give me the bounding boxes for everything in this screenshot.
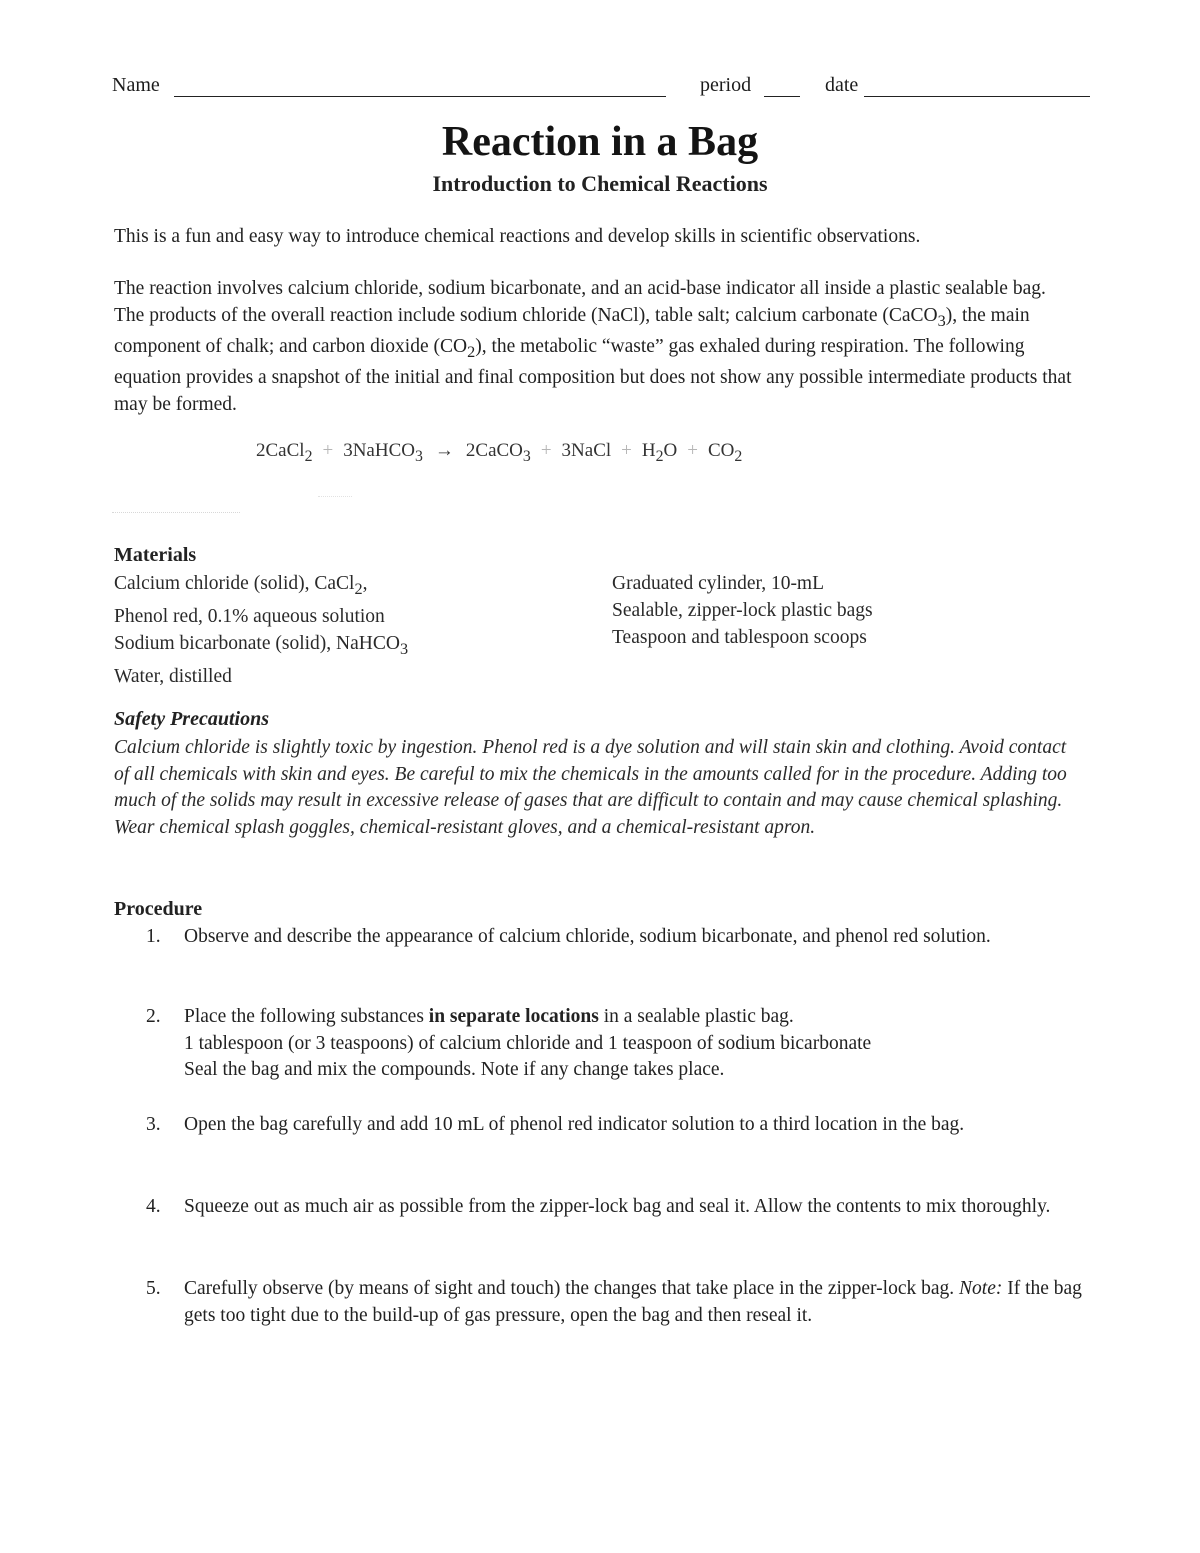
subscript: 2 — [354, 579, 363, 598]
material-text: Sodium bicarbonate (solid), NaHCO — [114, 632, 400, 654]
step-text-part: 1 tablespoon (or 3 teaspoons) of calcium chloride and 1 teaspoon of sodium bicarbonate — [184, 1032, 872, 1054]
step-text-part: If the bag gets too tight due to the build-up of gas pressure, open the bag and then reseal it. — [184, 1278, 1082, 1326]
period-label: period — [700, 74, 752, 96]
material-item: Teaspoon and tablespoon scoops — [612, 627, 867, 648]
step-text-part: Seal the bag and mix the compounds. Note if any change takes place. — [184, 1059, 725, 1080]
equation-term: 3NaCl — [561, 440, 612, 461]
step-text — [184, 1276, 1089, 1329]
subscript: 3 — [399, 639, 409, 658]
step-number: 3. — [146, 1114, 161, 1135]
step-number: 4. — [146, 1196, 161, 1217]
scan-artifact — [318, 496, 352, 497]
chemical-equation — [256, 440, 742, 466]
plus-sign: + — [322, 440, 334, 461]
description-paragraph — [114, 276, 1074, 418]
step-emphasis: in separate locations — [428, 1006, 599, 1027]
date-label: date — [825, 74, 859, 96]
subscript: 2 — [734, 447, 743, 465]
plus-sign: + — [687, 440, 698, 461]
step-text: Open the bag carefully and add 10 mL of phenol red indicator solution to a third location in the bag. — [184, 1114, 965, 1135]
equation-term: H — [641, 440, 656, 461]
material-item — [114, 570, 408, 603]
step-text-part: in a sealable plastic bag. — [598, 1006, 794, 1027]
plus-sign: + — [540, 440, 552, 461]
equation-term: CO — [707, 440, 735, 461]
description-text-1: The reaction involves calcium chloride, sodium bicarbonate, and an acid-base indicator all inside a plastic sealable bag. The products of the overall reaction include sodium chloride (NaCl), table salt; calcium carbonate (CaCO — [114, 278, 1046, 326]
material-item: Phenol red, 0.1% aqueous solution — [114, 605, 385, 627]
equation-term: O — [663, 440, 678, 461]
student-info-header — [112, 74, 1090, 100]
materials-right-list — [612, 570, 873, 651]
safety-heading: Safety Precautions — [114, 708, 269, 730]
note-label: Note: — [959, 1278, 1003, 1299]
name-label: Name — [112, 74, 160, 96]
description-text-2: ), the main component of chalk; and carbon dioxide (CO — [114, 304, 1030, 357]
step-text — [184, 1004, 1089, 1084]
equation-term: 2CaCl — [256, 440, 305, 461]
material-item: Water, distilled — [114, 665, 232, 687]
subscript: 2 — [304, 447, 313, 465]
material-text: Calcium chloride (solid), CaCl — [114, 573, 355, 594]
page-subtitle: Introduction to Chemical Reactions — [432, 171, 768, 196]
safety-text: Calcium chloride is slightly toxic by ingestion. Phenol red is a dye solution and will stain skin and clothing. Avoid contact of all chemicals with skin and eyes. Be careful to mix the chemicals in the amounts called for in the procedure. Adding too much of the solids may result in excessive release of gases that are difficult to contain and may cause chemical splashing. Wear chemical splash goggles, chemical-resistant gloves, and a chemical-resistant apron. — [114, 737, 1067, 838]
name-blank — [174, 96, 666, 97]
material-item: Sealable, zipper-lock plastic bags — [612, 600, 873, 621]
plus-sign: + — [621, 440, 632, 461]
step-text-part: Place the following substances — [184, 1006, 429, 1027]
material-item — [114, 630, 408, 663]
date-blank — [864, 96, 1090, 97]
subscript: 2 — [467, 342, 476, 361]
description-text-3: ), the metabolic “waste” gas exhaled during respiration. The following equation provides a snapshot of the initial and final composition but does not show any possible intermediate products that may be formed. — [114, 335, 1072, 415]
material-item: Graduated cylinder, 10-mL — [612, 573, 825, 594]
subscript: 3 — [414, 447, 423, 465]
step-number: 5. — [146, 1278, 161, 1299]
period-blank — [764, 96, 800, 97]
scan-artifact — [112, 512, 240, 513]
procedure-heading: Procedure — [114, 898, 203, 920]
step-text: Observe and describe the appearance of calcium chloride, sodium bicarbonate, and phenol red solution. — [184, 926, 991, 947]
step-text-part: Carefully observe (by means of sight and touch) the changes that take place in the zipper-lock bag. — [184, 1278, 960, 1299]
equation-term: 3NaHCO — [343, 440, 415, 461]
materials-heading: Materials — [114, 544, 197, 566]
equation-term: 2CaCO — [465, 440, 523, 461]
subscript: 3 — [522, 447, 531, 465]
material-text: , — [362, 573, 368, 594]
step-number: 1. — [146, 926, 161, 947]
page-title: Reaction in a Bag — [441, 119, 759, 165]
step-text: Squeeze out as much air as possible from the zipper-lock bag and seal it. Allow the contents to mix thoroughly. — [184, 1196, 1051, 1217]
intro-paragraph: This is a fun and easy way to introduce chemical reactions and develop skills in scientific observations. — [114, 226, 921, 247]
step-number: 2. — [146, 1006, 161, 1027]
subscript: 3 — [937, 311, 946, 330]
subscript: 2 — [655, 447, 664, 465]
materials-left-list — [114, 570, 408, 690]
reaction-arrow: → — [434, 440, 454, 461]
